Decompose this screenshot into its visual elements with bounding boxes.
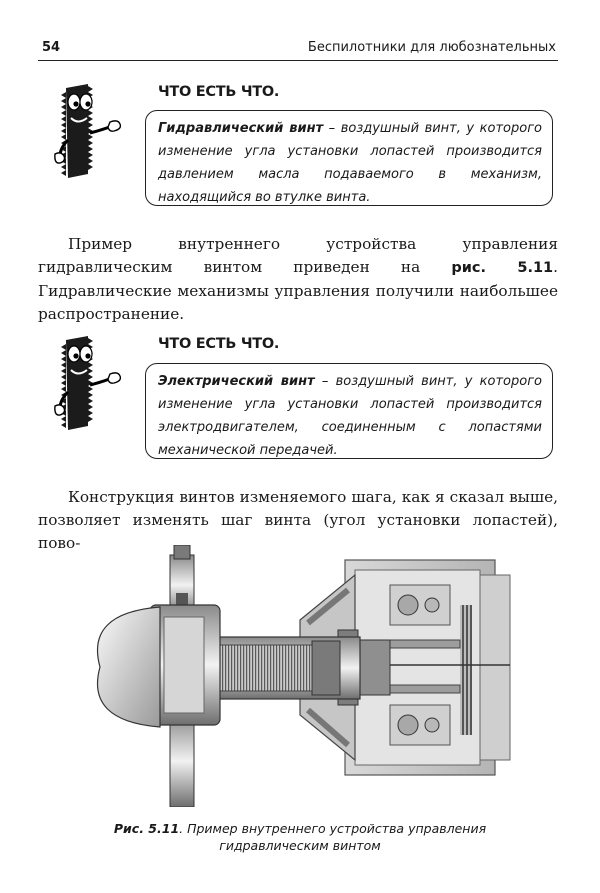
page-number: 54	[42, 40, 61, 55]
paragraph-1	[38, 233, 558, 326]
book-title: Беспилотники для любознательных	[307, 40, 556, 55]
definition-electric: – воздушный винт, у которого изменение угла установки лопастей производится электродвигателем, соединенным с лопастями механической передачей.	[158, 374, 542, 458]
propeller-mechanism-figure	[90, 545, 522, 807]
term-hydraulic: Гидравлический винт	[158, 121, 324, 136]
mascot-icon	[54, 330, 134, 440]
term-electric: Электрический винт	[158, 374, 315, 389]
definition-hydraulic: – воздушный винт, у которого изменение угла установки лопастей производится давлением масла подаваемого в механизм, находящийся во втулке винта.	[158, 121, 542, 205]
note-title-1: ЧТО ЕСТЬ ЧТО.	[158, 84, 280, 100]
mascot-icon	[54, 78, 134, 188]
page-header	[38, 38, 558, 61]
figure-caption-text: . Пример внутреннего устройства управления гидравлическим винтом	[179, 821, 487, 853]
paragraph-2-text: Конструкция винтов изменяемого шага, как я сказал выше, позволяет изменять шаг винта (угол установки лопастей), пово-	[38, 488, 558, 552]
paragraph-1-end: . Гидравлические механизмы управления получили наибольшее распространение.	[38, 258, 559, 323]
note-title-2: ЧТО ЕСТЬ ЧТО.	[158, 336, 280, 352]
figure-caption	[60, 820, 540, 854]
definition-box-electric	[145, 363, 553, 459]
paragraph-1-start: Пример внутреннего устройства управления гидравлическим винтом приведен на	[38, 235, 558, 276]
figure-reference: рис. 5.11	[451, 260, 554, 276]
definition-box-hydraulic	[145, 110, 553, 206]
figure-label: Рис. 5.11	[113, 821, 180, 836]
